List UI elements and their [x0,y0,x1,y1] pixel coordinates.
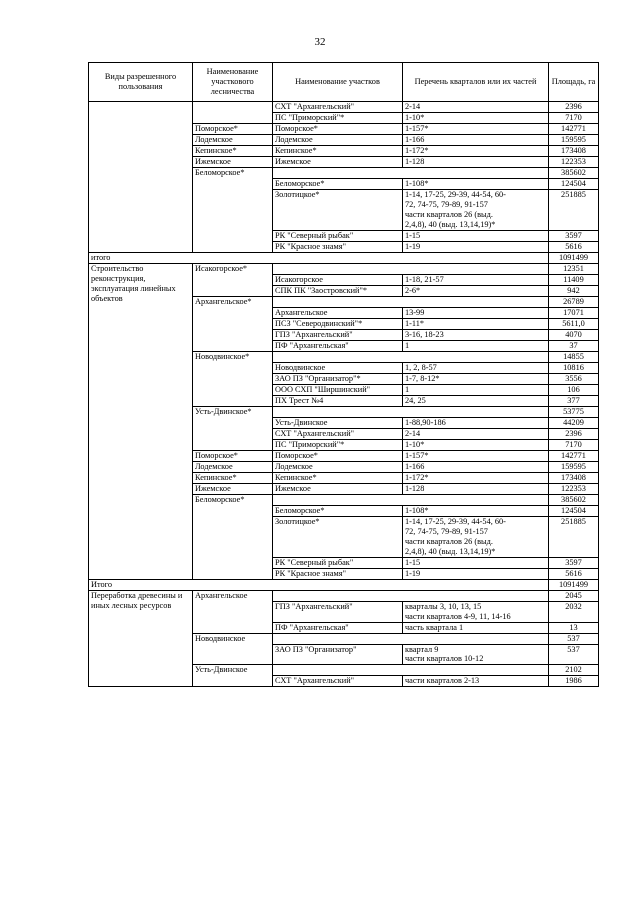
area-cell: 53775 [549,406,599,417]
forestry-cell: Беломорское* [193,494,273,579]
forestry-cell: Усть-Двинское* [193,406,273,450]
area-cell: 13 [549,622,599,633]
page-number: 32 [314,36,326,48]
quarters-line: 72, 74-75, 79-89, 91-157 [405,199,488,209]
section-name-cell: Поморское* [273,450,403,461]
section-name-cell: ПСЗ "Северодвинский"* [273,318,403,329]
section-name-cell: Кепинское* [273,472,403,483]
area-cell: 159595 [549,135,599,146]
area-cell: 2396 [549,428,599,439]
area-cell: 5616 [549,241,599,252]
quarters-cell: 2-6* [403,285,549,296]
quarters-cell: 1-18, 21-57 [403,274,549,285]
area-cell: 12351 [549,263,599,274]
area-cell: 159595 [549,461,599,472]
forestry-cell: Архангельское* [193,296,273,351]
quarters-line: 1-14, 17-25, 29-39, 44-54, 60- [405,516,506,526]
section-name-cell: Беломорское* [273,179,403,190]
section-name-cell: РК "Красное знамя" [273,568,403,579]
area-cell: 37 [549,340,599,351]
area-cell: 5611,0 [549,318,599,329]
quarters-line: 2,4,8), 40 (выд. 13,14,19)* [405,219,496,229]
area-cell: 14855 [549,351,599,362]
quarters-cell: 1-166 [403,135,549,146]
section-name-cell: ООО СХП "Ширшинский" [273,384,403,395]
header-forestry: Наименование участкового лесничества [193,63,273,102]
forestry-cell [193,102,273,124]
use-type-cell: Строительство реконструкция, эксплуатация линейных объектов [89,263,193,579]
quarters-cell: части кварталов 2-13 [403,676,549,687]
section-name-cell: ПФ "Архангельская" [273,340,403,351]
quarters-cell: 1-15 [403,557,549,568]
quarters-cell: 1-172* [403,472,549,483]
quarters-cell: 2-14 [403,428,549,439]
section-name-cell: Ижемское [273,157,403,168]
area-cell: 2032 [549,601,599,622]
use-type-cell: Итого [89,579,549,590]
empty-cell [273,665,549,676]
quarters-cell: 1-15 [403,230,549,241]
section-name-cell: ПФ "Архангельская" [273,622,403,633]
empty-cell [273,590,549,601]
quarters-line: части кварталов 26 (выд. [405,536,493,546]
quarters-cell: 1-19 [403,568,549,579]
quarters-cell: 1-88,90-186 [403,417,549,428]
forestry-cell: Беломорское* [193,168,273,253]
section-name-cell: ГПЗ "Архангельский" [273,329,403,340]
empty-cell [273,406,549,417]
area-cell: 251885 [549,190,599,231]
area-cell: 142771 [549,450,599,461]
table-header-row [89,63,599,102]
area-cell: 173408 [549,472,599,483]
quarters-cell: часть квартала 1 [403,622,549,633]
forestry-cell: Новодвинское [193,633,273,665]
land-use-table [88,62,599,687]
quarters-cell: 1-10* [403,113,549,124]
section-name-cell: Лодемское [273,461,403,472]
table-row [89,590,599,601]
quarters-cell: 1-10* [403,439,549,450]
quarters-cell: 1-172* [403,146,549,157]
quarters-cell: 1 [403,340,549,351]
table-row [89,579,599,590]
quarters-line: части кварталов 10-12 [405,654,484,664]
area-cell: 11409 [549,274,599,285]
section-name-cell: СХТ "Архангельский" [273,428,403,439]
section-name-cell: Кепинское* [273,146,403,157]
header-quarters: Перечень кварталов или их частей [403,63,549,102]
quarters-cell: 1-166 [403,461,549,472]
quarters-cell: 2-14 [403,102,549,113]
quarters-cell [403,601,549,622]
section-name-cell: ЗАО ПЗ "Организатор"* [273,373,403,384]
quarters-line: квартал 9 [405,644,439,654]
area-cell: 2102 [549,665,599,676]
forestry-cell: Кепинское* [193,472,273,483]
use-type-cell [89,102,193,253]
area-cell: 44209 [549,417,599,428]
area-cell: 251885 [549,516,599,557]
section-name-cell: Поморское* [273,124,403,135]
area-cell: 2396 [549,102,599,113]
section-name-cell: Ижемское [273,483,403,494]
area-cell: 2045 [549,590,599,601]
area-cell: 10816 [549,362,599,373]
section-name-cell: ПХ Трест №4 [273,395,403,406]
section-name-cell: ЗАО ПЗ "Организатор" [273,644,403,665]
quarters-cell [403,644,549,665]
quarters-cell: 3-16, 18-23 [403,329,549,340]
quarters-line: части кварталов 4-9, 11, 14-16 [405,611,511,621]
area-cell: 3597 [549,230,599,241]
empty-cell [273,494,549,505]
quarters-line: части кварталов 26 (выд. [405,209,493,219]
quarters-cell: 1 [403,384,549,395]
use-type-cell: итого [89,252,549,263]
empty-cell [273,296,549,307]
section-name-cell: Исакогорское [273,274,403,285]
area-cell: 142771 [549,124,599,135]
area-cell: 122353 [549,157,599,168]
section-name-cell: Лодемское [273,135,403,146]
empty-cell [273,263,549,274]
section-name-cell: Беломорское* [273,505,403,516]
section-name-cell: ПС "Приморский"* [273,439,403,450]
quarters-cell: 24, 25 [403,395,549,406]
forestry-cell: Ижемское [193,483,273,494]
area-cell: 942 [549,285,599,296]
table-body [89,102,599,687]
quarters-cell: 1-128 [403,157,549,168]
section-name-cell: Золотицкое* [273,190,403,231]
quarters-cell: 1-108* [403,179,549,190]
quarters-line: кварталы 3, 10, 13, 15 [405,601,482,611]
area-cell: 385602 [549,494,599,505]
quarters-cell: 1, 2, 8-57 [403,362,549,373]
section-name-cell: РК "Северный рыбак" [273,230,403,241]
section-name-cell: Усть-Двинское [273,417,403,428]
area-cell: 3597 [549,557,599,568]
area-cell: 537 [549,633,599,644]
quarters-cell: 1-7, 8-12* [403,373,549,384]
forestry-cell: Кепинское* [193,146,273,157]
empty-cell [273,633,549,644]
quarters-cell: 1-19 [403,241,549,252]
quarters-line: 2,4,8), 40 (выд. 13,14,19)* [405,546,496,556]
empty-cell [273,168,549,179]
area-cell: 173408 [549,146,599,157]
area-cell: 377 [549,395,599,406]
area-cell: 385602 [549,168,599,179]
area-cell: 1091499 [549,252,599,263]
area-cell: 7170 [549,113,599,124]
quarters-line: 1-14, 17-25, 29-39, 44-54, 60- [405,190,506,199]
section-name-cell: СПК ПК "Заостровский"* [273,285,403,296]
quarters-cell [403,516,549,557]
table-row [89,252,599,263]
header-area: Площадь, га [549,63,599,102]
section-name-cell: РК "Северный рыбак" [273,557,403,568]
forestry-cell: Поморское* [193,124,273,135]
section-name-cell: ПС "Приморский"* [273,113,403,124]
section-name-cell: РК "Красное знамя" [273,241,403,252]
table-row [89,263,599,274]
section-name-cell: СХТ "Архангельский" [273,676,403,687]
table-row [89,102,599,113]
area-cell: 1091499 [549,579,599,590]
empty-cell [273,351,549,362]
area-cell: 4070 [549,329,599,340]
area-cell: 3556 [549,373,599,384]
quarters-cell [403,190,549,231]
area-cell: 537 [549,644,599,665]
header-use-type: Виды разрешенного пользования [89,63,193,102]
quarters-cell: 1-157* [403,124,549,135]
section-name-cell: СХТ "Архангельский" [273,102,403,113]
area-cell: 17071 [549,307,599,318]
area-cell: 124504 [549,505,599,516]
quarters-cell: 1-11* [403,318,549,329]
quarters-cell: 1-108* [403,505,549,516]
quarters-cell: 13-99 [403,307,549,318]
area-cell: 5616 [549,568,599,579]
quarters-cell: 1-157* [403,450,549,461]
forestry-cell: Архангельское [193,590,273,633]
quarters-line: 72, 74-75, 79-89, 91-157 [405,526,488,536]
area-cell: 106 [549,384,599,395]
section-name-cell: Золотицкое* [273,516,403,557]
forestry-cell: Ижемское [193,157,273,168]
forestry-cell: Усть-Двинское [193,665,273,687]
area-cell: 7170 [549,439,599,450]
area-cell: 122353 [549,483,599,494]
forestry-cell: Новодвинское* [193,351,273,406]
forestry-cell: Лодемское [193,135,273,146]
forestry-cell: Поморское* [193,450,273,461]
forestry-cell: Лодемское [193,461,273,472]
area-cell: 1986 [549,676,599,687]
section-name-cell: Новодвинское [273,362,403,373]
quarters-cell: 1-128 [403,483,549,494]
area-cell: 26789 [549,296,599,307]
section-name-cell: ГПЗ "Архангельский" [273,601,403,622]
forestry-cell: Исакогорское* [193,263,273,296]
use-type-cell: Переработка древесины и иных лесных ресурсов [89,590,193,687]
header-section: Наименование участков [273,63,403,102]
area-cell: 124504 [549,179,599,190]
section-name-cell: Архангельское [273,307,403,318]
